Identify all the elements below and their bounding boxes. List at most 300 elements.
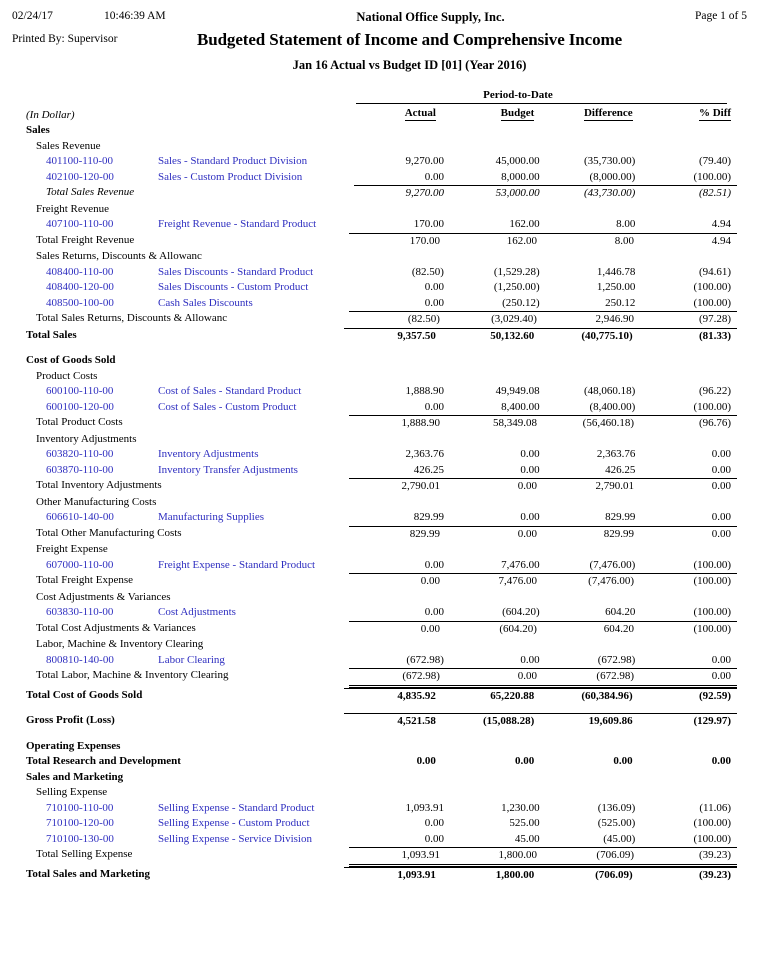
- cell-pct: (100.00): [693, 832, 732, 845]
- cell-difference: 1,446.78: [596, 265, 636, 278]
- cell-pct: (81.33): [639, 328, 737, 345]
- account-number[interactable]: 603870-110-00: [46, 463, 114, 476]
- account-number[interactable]: 408400-110-00: [46, 265, 114, 278]
- cell-budget: 0.00: [446, 668, 543, 688]
- cell-difference: (672.98): [543, 668, 640, 688]
- cell-pct: [640, 785, 737, 801]
- cell-actual: (82.50): [349, 311, 446, 328]
- cell-difference: 829.99: [543, 526, 640, 543]
- cell-difference: (40,775.10): [540, 328, 638, 345]
- cell-difference: [543, 432, 640, 448]
- cell-difference: (525.00): [597, 817, 636, 830]
- cell-actual: 1,093.91: [344, 867, 442, 884]
- cell-actual: [349, 590, 446, 606]
- cell-budget: 65,220.88: [442, 688, 540, 705]
- cell-difference: [543, 249, 640, 265]
- cell-budget: (3,029.40): [446, 311, 543, 328]
- cell-actual: 1,093.91: [349, 847, 446, 867]
- cell-difference: (672.98): [597, 653, 636, 666]
- table-row: [26, 816, 737, 832]
- cell-difference: 829.99: [605, 511, 636, 524]
- title-block: [192, 29, 627, 73]
- cell-actual: 1,888.90: [405, 385, 444, 398]
- account-number[interactable]: 800810-140-00: [46, 653, 114, 666]
- cell-budget: [446, 590, 543, 606]
- total-row: [26, 233, 737, 250]
- col-budget-label: Budget: [500, 107, 535, 120]
- cell-actual: (82.50): [411, 265, 444, 278]
- total-row: [26, 713, 737, 730]
- section-label: Sales Returns, Discounts & Allowanc: [36, 250, 202, 263]
- cell-actual: 0.00: [424, 558, 444, 571]
- cell-budget: 49,949.08: [495, 385, 540, 398]
- cell-pct: (100.00): [693, 558, 732, 571]
- total-label: Total Sales Returns, Discounts & Allowanc: [36, 312, 228, 325]
- cell-budget: 8,000.00: [501, 170, 540, 183]
- account-number[interactable]: 606610-140-00: [46, 511, 114, 524]
- cell-actual: 2,363.76: [405, 448, 444, 461]
- cell-budget: 0.00: [520, 653, 540, 666]
- cell-budget: [446, 785, 543, 801]
- account-name[interactable]: Freight Revenue - Standard Product: [158, 218, 317, 231]
- account-label: [26, 463, 354, 479]
- cell-pct: [640, 432, 737, 448]
- cell-difference: [540, 123, 638, 139]
- total-row: [26, 754, 737, 770]
- print-time: 10:46:39 AM: [104, 10, 166, 22]
- cell-difference: [543, 590, 640, 606]
- cell-difference: 1,250.00: [596, 281, 636, 294]
- table-row: [26, 265, 737, 281]
- cell-budget: (1,529.28): [493, 265, 540, 278]
- cell-actual: [349, 432, 446, 448]
- cell-pct: 4.94: [640, 233, 737, 250]
- section-label: Labor, Machine & Inventory Clearing: [36, 638, 204, 651]
- cell-actual: 426.25: [413, 463, 444, 476]
- cell-pct: 0.00: [711, 511, 732, 524]
- cell-actual: (672.98): [349, 668, 446, 688]
- report-body: [0, 121, 759, 883]
- cell-difference: [543, 495, 640, 511]
- total-label: Total Sales: [26, 328, 77, 341]
- account-name[interactable]: Inventory Transfer Adjustments: [158, 463, 298, 476]
- col-difference-label: Difference: [583, 107, 633, 120]
- cell-pct: 0.00: [711, 653, 732, 666]
- cell-difference: 426.25: [605, 463, 636, 476]
- cell-actual: 9,270.00: [405, 155, 444, 168]
- table-row: [26, 653, 737, 669]
- cell-difference: (56,460.18): [543, 415, 640, 432]
- total-row: [26, 668, 737, 688]
- account-name[interactable]: Cost of Sales - Custom Product: [158, 400, 297, 413]
- account-number[interactable]: 710100-130-00: [46, 832, 114, 845]
- cell-difference: 8.00: [543, 233, 640, 250]
- account-name[interactable]: Inventory Adjustments: [158, 448, 259, 461]
- section-row: [26, 739, 737, 755]
- section-row: [26, 369, 737, 385]
- cell-actual: [349, 542, 446, 558]
- cell-actual: 0.00: [424, 296, 444, 309]
- cell-difference: [543, 785, 640, 801]
- cell-difference: [540, 739, 638, 755]
- cell-pct: 0.00: [711, 463, 732, 476]
- cell-budget: [442, 353, 540, 369]
- cell-budget: [446, 139, 543, 155]
- cell-difference: [543, 139, 640, 155]
- cell-pct: [640, 542, 737, 558]
- cell-actual: [344, 123, 442, 139]
- account-number[interactable]: 600100-120-00: [46, 400, 114, 413]
- period-group-header: [26, 89, 737, 103]
- cell-actual: [349, 785, 446, 801]
- total-row: [26, 311, 737, 328]
- cell-actual: 0.00: [349, 573, 446, 590]
- total-label: Total Product Costs: [36, 416, 123, 429]
- cell-difference: [540, 770, 638, 786]
- account-label: [26, 605, 354, 621]
- account-label: [26, 510, 354, 526]
- cell-pct: (96.22): [698, 385, 732, 398]
- cell-difference: (706.09): [543, 847, 640, 867]
- cell-budget: [446, 249, 543, 265]
- account-label: [26, 280, 354, 296]
- total-label: Total Sales and Marketing: [26, 867, 150, 880]
- section-label: Cost of Goods Sold: [26, 354, 116, 367]
- account-label: [26, 816, 354, 832]
- section-label: Cost Adjustments & Variances: [36, 590, 171, 603]
- account-label: [26, 558, 354, 574]
- cell-difference: [540, 353, 638, 369]
- cell-budget: [446, 432, 543, 448]
- cell-pct: [640, 637, 737, 653]
- cell-actual: 0.00: [416, 755, 436, 768]
- cell-actual: 0.00: [424, 606, 444, 619]
- account-label: [26, 384, 354, 400]
- cell-difference: [543, 542, 640, 558]
- cell-actual: 4,521.58: [344, 713, 442, 730]
- col-budget: [442, 107, 540, 121]
- section-label: Sales Revenue: [36, 139, 101, 152]
- section-row: [26, 637, 737, 653]
- total-row: [26, 526, 737, 543]
- cell-pct: (100.00): [693, 817, 732, 830]
- total-label: Gross Profit (Loss): [26, 714, 115, 727]
- cell-budget: 0.00: [446, 478, 543, 495]
- cell-actual: [349, 139, 446, 155]
- cell-pct: (100.00): [693, 400, 732, 413]
- report-header-top: [0, 0, 759, 25]
- account-name[interactable]: Freight Expense - Standard Product: [158, 558, 316, 571]
- account-name[interactable]: Sales Discounts - Custom Product: [158, 281, 309, 294]
- table-row: [26, 384, 737, 400]
- cell-difference: (8,000.00): [589, 170, 636, 183]
- account-name[interactable]: Sales - Standard Product Division: [158, 155, 308, 168]
- total-label: Total Selling Expense: [36, 848, 133, 861]
- cell-actual: 0.00: [424, 832, 444, 845]
- section-label: Sales: [26, 124, 50, 137]
- table-row: [26, 400, 737, 416]
- account-label: [26, 832, 354, 848]
- table-row: [26, 280, 737, 296]
- section-row: [26, 249, 737, 265]
- cell-budget: (15,088.28): [442, 713, 540, 730]
- total-label: Total Freight Expense: [36, 574, 133, 587]
- cell-budget: [446, 542, 543, 558]
- account-number[interactable]: 603830-110-00: [46, 606, 114, 619]
- cell-difference: 2,790.01: [543, 478, 640, 495]
- period-to-date-label: Period-to-Date: [483, 89, 553, 102]
- account-name[interactable]: Selling Expense - Service Division: [158, 832, 312, 845]
- cell-pct: [640, 249, 737, 265]
- col-actual: [344, 107, 442, 121]
- account-number[interactable]: 408400-120-00: [46, 281, 114, 294]
- table-row: [26, 832, 737, 848]
- account-number[interactable]: 600100-110-00: [46, 385, 114, 398]
- column-header-row: [26, 107, 737, 121]
- cell-difference: (45.00): [603, 832, 636, 845]
- cell-actual: 9,357.50: [344, 328, 442, 345]
- cell-difference: (7,476.00): [589, 558, 636, 571]
- section-label: Freight Expense: [36, 543, 108, 556]
- cell-actual: 4,835.92: [344, 688, 442, 705]
- section-label: Selling Expense: [36, 786, 108, 799]
- cell-actual: 170.00: [349, 233, 446, 250]
- account-label: [26, 217, 354, 233]
- cell-actual: 0.00: [424, 817, 444, 830]
- cell-budget: [442, 770, 540, 786]
- in-dollar-label: (In Dollar): [26, 109, 75, 122]
- account-number[interactable]: 710100-120-00: [46, 817, 114, 830]
- cell-difference: (35,730.00): [584, 155, 636, 168]
- page-title: Budgeted Statement of Income and Comprehensive Income: [196, 30, 623, 49]
- cell-pct: 0.00: [640, 668, 737, 688]
- cell-actual: [349, 202, 446, 218]
- cell-budget: 1,800.00: [442, 867, 540, 884]
- period-rule: [356, 103, 727, 104]
- cell-difference: (8,400.00): [589, 400, 636, 413]
- table-row: [26, 447, 737, 463]
- cell-pct: 0.00: [711, 448, 732, 461]
- section-row: [26, 542, 737, 558]
- cell-difference: (136.09): [597, 801, 636, 814]
- cell-budget: [446, 495, 543, 511]
- cell-difference: (43,730.00): [546, 185, 642, 202]
- cell-pct: [640, 369, 737, 385]
- table-row: [26, 217, 737, 233]
- table-row: [26, 154, 737, 170]
- cell-budget: (604.20): [502, 606, 540, 619]
- col-difference: [540, 107, 638, 121]
- cell-difference: (48,060.18): [584, 385, 636, 398]
- total-row: [26, 415, 737, 432]
- cell-budget: (250.12): [502, 296, 540, 309]
- cell-pct: (94.61): [698, 265, 732, 278]
- total-row: [26, 185, 737, 202]
- section-row: [26, 785, 737, 801]
- cell-difference: 604.20: [605, 606, 636, 619]
- page-subtitle: Jan 16 Actual vs Budget ID [01] (Year 2016): [292, 58, 527, 73]
- cell-pct: [639, 739, 737, 755]
- cell-pct: (100.00): [640, 573, 737, 590]
- cell-pct: [640, 139, 737, 155]
- table-row: [26, 801, 737, 817]
- section-label: Freight Revenue: [36, 202, 110, 215]
- account-name[interactable]: Cash Sales Discounts: [158, 296, 253, 309]
- cell-pct: (96.76): [640, 415, 737, 432]
- cell-pct: (100.00): [693, 296, 732, 309]
- cell-budget: (604.20): [446, 621, 543, 638]
- account-name[interactable]: Labor Clearing: [158, 653, 225, 666]
- account-number[interactable]: 607000-110-00: [46, 558, 114, 571]
- account-number[interactable]: 710100-110-00: [46, 801, 114, 814]
- cell-pct: [640, 202, 737, 218]
- cell-difference: (706.09): [540, 867, 638, 884]
- account-label: [26, 447, 354, 463]
- cell-budget: 0.00: [515, 755, 535, 768]
- cell-actual: (672.98): [406, 653, 444, 666]
- column-header: [0, 89, 759, 121]
- total-row: [26, 573, 737, 590]
- page-number: Page 1 of 5: [694, 10, 747, 22]
- cell-difference: 2,363.76: [596, 448, 636, 461]
- cell-pct: (39.23): [639, 867, 737, 884]
- cell-actual: 0.00: [349, 621, 446, 638]
- total-label: Total Freight Revenue: [36, 233, 135, 246]
- cell-pct: 4.94: [711, 218, 732, 231]
- section-row: [26, 495, 737, 511]
- account-name[interactable]: Sales - Custom Product Division: [158, 170, 303, 183]
- row-spacer: [26, 730, 737, 739]
- cell-pct: [640, 590, 737, 606]
- cell-budget: [446, 637, 543, 653]
- total-label: Total Cost Adjustments & Variances: [36, 621, 196, 634]
- account-number[interactable]: 603820-110-00: [46, 448, 114, 461]
- cell-pct: (100.00): [693, 606, 732, 619]
- account-number[interactable]: 401100-110-00: [46, 155, 114, 168]
- account-number[interactable]: 407100-110-00: [46, 218, 114, 231]
- total-row: [26, 478, 737, 495]
- account-label: [26, 653, 354, 669]
- cell-actual: 829.99: [349, 526, 446, 543]
- cell-budget: 7,476.00: [501, 558, 540, 571]
- cell-pct: [639, 353, 737, 369]
- cell-actual: [349, 495, 446, 511]
- cell-difference: 19,609.86: [540, 713, 638, 730]
- section-label: Other Manufacturing Costs: [36, 495, 157, 508]
- cell-pct: (100.00): [640, 621, 737, 638]
- account-name[interactable]: Sales Discounts - Standard Product: [158, 265, 314, 278]
- cell-difference: (7,476.00): [543, 573, 640, 590]
- cell-budget: 1,800.00: [446, 847, 543, 867]
- account-label: [26, 801, 354, 817]
- cell-budget: 45.00: [514, 832, 540, 845]
- cell-pct: (92.59): [639, 688, 737, 705]
- cell-budget: 0.00: [520, 511, 540, 524]
- cell-difference: (60,384.96): [540, 688, 638, 705]
- total-row: [26, 328, 737, 345]
- cell-budget: 162.00: [509, 218, 540, 231]
- total-label: Total Other Manufacturing Costs: [36, 526, 182, 539]
- section-label: Sales and Marketing: [26, 770, 124, 783]
- cell-pct: [640, 495, 737, 511]
- account-name[interactable]: Selling Expense - Custom Product: [158, 817, 310, 830]
- row-spacer: [26, 344, 737, 353]
- cell-pct: [639, 770, 737, 786]
- cell-budget: 8,400.00: [501, 400, 540, 413]
- table-row: [26, 463, 737, 479]
- col-actual-label: Actual: [404, 107, 436, 120]
- total-label: Total Research and Development: [26, 755, 181, 768]
- cell-actual: 0.00: [424, 281, 444, 294]
- cell-actual: [344, 770, 442, 786]
- cell-budget: 45,000.00: [495, 155, 540, 168]
- cell-pct: (100.00): [693, 170, 732, 183]
- section-row: [26, 353, 737, 369]
- cell-actual: 1,888.90: [349, 415, 446, 432]
- cell-budget: 1,230.00: [501, 801, 540, 814]
- cell-difference: 8.00: [616, 218, 636, 231]
- printed-by: Printed By: Supervisor: [12, 33, 118, 45]
- cell-pct: (100.00): [693, 281, 732, 294]
- cell-actual: [349, 249, 446, 265]
- col-pct-diff-label: % Diff: [698, 107, 732, 120]
- cell-difference: [543, 637, 640, 653]
- cell-budget: 0.00: [446, 526, 543, 543]
- cell-budget: [446, 202, 543, 218]
- cell-actual: [349, 637, 446, 653]
- cell-difference: [543, 202, 640, 218]
- account-number[interactable]: 402100-120-00: [46, 170, 114, 183]
- section-row: [26, 123, 737, 139]
- total-row: [26, 621, 737, 638]
- account-name[interactable]: Cost of Sales - Standard Product: [158, 385, 302, 398]
- cell-budget: 53,000.00: [450, 185, 546, 202]
- cell-budget: 525.00: [509, 817, 540, 830]
- cell-budget: [442, 123, 540, 139]
- table-row: [26, 170, 737, 186]
- account-number[interactable]: 408500-100-00: [46, 296, 114, 309]
- section-label: Product Costs: [36, 369, 98, 382]
- cell-actual: [344, 353, 442, 369]
- section-row: [26, 432, 737, 448]
- row-spacer: [26, 704, 737, 713]
- cell-pct: 0.00: [640, 526, 737, 543]
- account-name[interactable]: Selling Expense - Standard Product: [158, 801, 315, 814]
- cell-pct: (97.28): [640, 311, 737, 328]
- col-pct-diff: [639, 107, 737, 121]
- cell-actual: 2,790.01: [349, 478, 446, 495]
- cell-difference: 250.12: [605, 296, 636, 309]
- section-label: Inventory Adjustments: [36, 432, 137, 445]
- account-label: [26, 154, 354, 170]
- table-row: [26, 605, 737, 621]
- section-row: [26, 139, 737, 155]
- total-row: [26, 688, 737, 705]
- account-label: [26, 265, 354, 281]
- table-row: [26, 558, 737, 574]
- cell-budget: [446, 369, 543, 385]
- section-row: [26, 590, 737, 606]
- total-row: [26, 847, 737, 867]
- total-label: Total Sales Revenue: [46, 186, 135, 199]
- account-label: [26, 400, 354, 416]
- cell-budget: 50,132.60: [442, 328, 540, 345]
- account-name[interactable]: Manufacturing Supplies: [158, 511, 265, 524]
- cell-difference: 2,946.90: [543, 311, 640, 328]
- account-name[interactable]: Cost Adjustments: [158, 606, 236, 619]
- section-row: [26, 202, 737, 218]
- cell-budget: 58,349.08: [446, 415, 543, 432]
